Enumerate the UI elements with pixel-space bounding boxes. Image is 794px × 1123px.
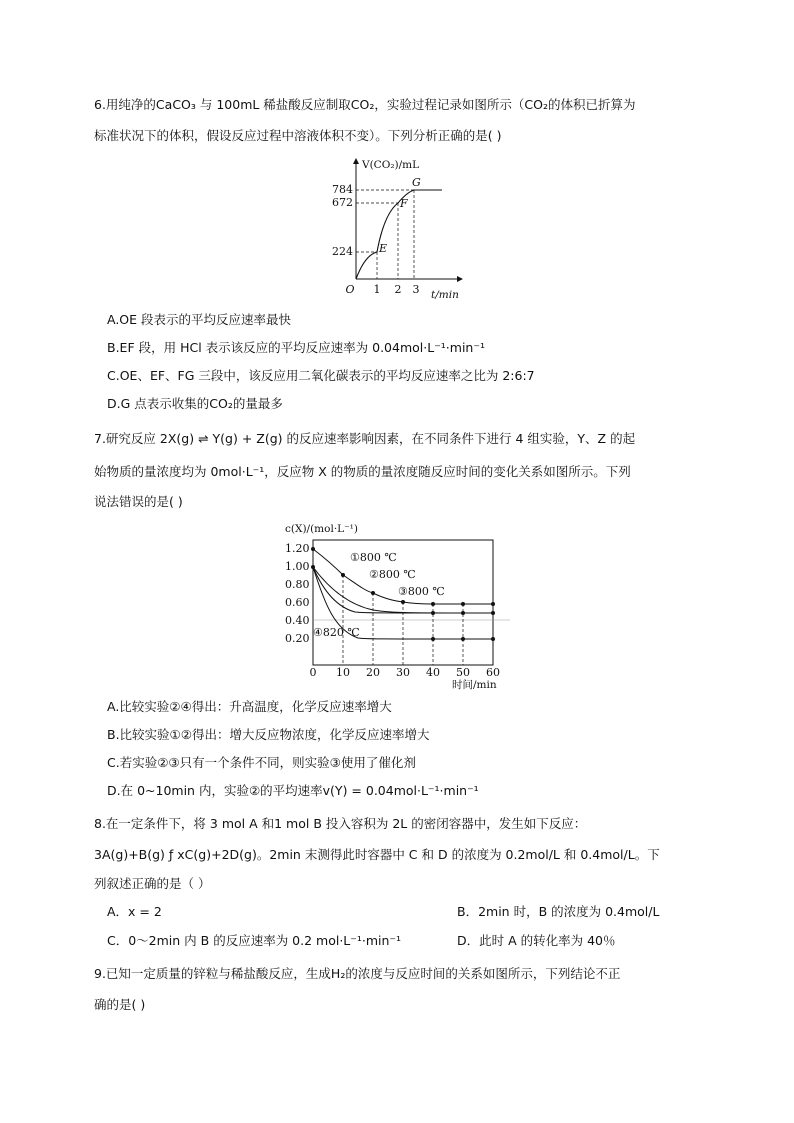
q6-y-axis-label: V(CO₂)/mL — [362, 159, 420, 171]
q9-stem-line1: 9.已知一定质量的锌粒与稀盐酸反应，生成H₂的浓度与反应时间的关系如图所示，下列结论不正 — [94, 966, 621, 981]
q7-option-d: D.在 0~10min 内，实验②的平均速率v(Y) = 0.04mol·L⁻¹·min⁻¹ — [107, 783, 479, 798]
q7-xtick-30: 30 — [396, 666, 410, 679]
q7-xtick-10: 10 — [336, 666, 350, 679]
q6-point-E: E — [379, 242, 388, 255]
q6-xtick-3: 3 — [412, 283, 420, 296]
q7-xtick-50: 50 — [456, 666, 470, 679]
q8-stem-line1: 8.在一定条件下，将 3 mol A 和1 mol B 投入容积为 2L 的密闭容器中，发生如下反应： — [94, 816, 587, 831]
q7-x-axis-label: 时间/min — [452, 679, 497, 691]
q6-xtick-2: 2 — [394, 283, 402, 296]
q7-xtick-0: 0 — [309, 666, 317, 679]
q9-stem-line2: 确的是( ) — [94, 997, 146, 1012]
q7-ytick-0.40: 0.40 — [285, 614, 310, 627]
q6-point-F: F — [400, 197, 408, 210]
q7-stem-line3: 说法错误的是( ) — [94, 494, 183, 509]
q6-stem-line2: 标准状况下的体积，假设反应过程中溶液体积不变）。下列分析正确的是( ) — [94, 128, 502, 143]
q6-option-a: A.OE 段表示的平均反应速率最快 — [107, 312, 292, 327]
q7-curve-label-1: ①800 ℃ — [350, 551, 397, 564]
q8-option-d: D．此时 A 的转化率为 40％ — [457, 933, 616, 948]
q7-curve-label-3: ③800 ℃ — [398, 585, 445, 598]
q8-stem-line2: 3A(g)+B(g) ƒ xC(g)+2D(g)。2min 末测得此时容器中 C 和 D 的浓度为 0.2mol/L 和 0.4mol/L。下 — [94, 847, 660, 862]
q6-point-G: G — [412, 176, 421, 189]
q6-option-b: B.EF 段，用 HCl 表示该反应的平均反应速率为 0.04mol·L⁻¹·min⁻¹ — [107, 340, 485, 355]
q8-option-a: A．x = 2 — [107, 904, 162, 919]
q6-option-d: D.G 点表示收集的CO₂的量最多 — [107, 396, 283, 411]
q7-y-axis-label: c(X)/(mol·L⁻¹) — [285, 523, 358, 535]
q6-ytick-672: 672 — [332, 196, 353, 209]
q7-option-a: A.比较实验②④得出：升高温度，化学反应速率增大 — [107, 699, 392, 714]
q6-volume-time-figure — [332, 155, 466, 301]
q6-stem-line1: 6.用纯净的CaCO₃ 与 100mL 稀盐酸反应制取CO₂，实验过程记录如图所示（CO₂的体积已折算为 — [94, 97, 636, 112]
q7-ytick-0.80: 0.80 — [285, 578, 310, 591]
q7-xtick-40: 40 — [426, 666, 440, 679]
q6-volume-curve — [356, 190, 442, 279]
q6-ytick-784: 784 — [332, 183, 353, 196]
q7-option-b: B.比较实验①②得出：增大反应物浓度，化学反应速率增大 — [107, 727, 430, 742]
q8-option-c: C．0～2min 内 B 的反应速率为 0.2 mol·L⁻¹·min⁻¹ — [107, 933, 402, 948]
q7-curve-label-2: ②800 ℃ — [369, 568, 416, 581]
q6-origin-label: O — [345, 283, 355, 296]
q7-option-c: C.若实验②③只有一个条件不同，则实验③使用了催化剂 — [107, 755, 416, 770]
q8-stem-line3: 列叙述正确的是（ ） — [94, 876, 211, 891]
q7-curve-label-4: ④820 ℃ — [313, 626, 360, 639]
q7-ytick-1.00: 1.00 — [285, 560, 310, 573]
q7-concentration-time-figure — [280, 520, 520, 690]
q7-ytick-0.60: 0.60 — [285, 596, 310, 609]
q6-xtick-1: 1 — [373, 283, 381, 296]
q6-ytick-224: 224 — [332, 245, 353, 258]
q7-stem-line2: 始物质的量浓度均为 0mol·L⁻¹，反应物 X 的物质的量浓度随反应时间的变化关系如图所示。下列 — [94, 464, 631, 479]
q7-ytick-0.20: 0.20 — [285, 632, 310, 645]
q6-x-axis-label: t/min — [431, 289, 459, 301]
q7-xtick-60: 60 — [486, 666, 500, 679]
q7-stem-line1: 7.研究反应 2X(g) ⇌ Y(g) + Z(g) 的反应速率影响因素，在不同条件下进行 4 组实验，Y、Z 的起 — [94, 431, 636, 446]
q6-option-c: C.OE、EF、FG 三段中，该反应用二氧化碳表示的平均反应速率之比为 2:6:7 — [107, 368, 535, 383]
q8-option-b: B．2min 时，B 的浓度为 0.4mol/L — [457, 904, 660, 919]
q7-xtick-20: 20 — [366, 666, 380, 679]
q7-ytick-1.20: 1.20 — [285, 542, 310, 555]
